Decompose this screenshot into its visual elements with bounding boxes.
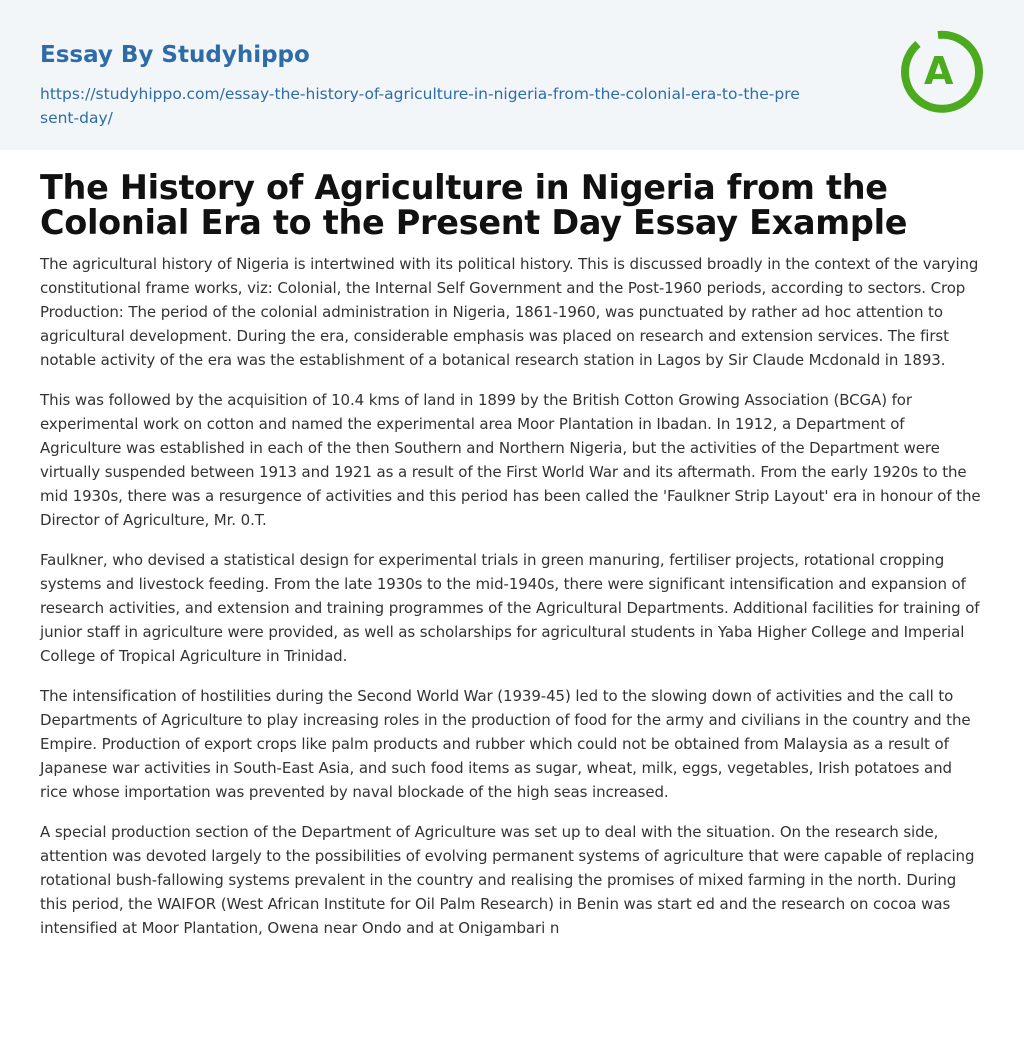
logo-letter: A xyxy=(924,49,954,93)
essay-paragraph: This was followed by the acquisition of 10.4 kms of land in 1899 by the British Cotton Growing Association (BCGA) for experimental work on cotton and named the experimental area Moor Plantation in Ibadan. In 1912, a Department of Agriculture was established in each of the then Southern and Northern Nigeria, but the activities of the Department were virtually suspended between 1913 and 1921 as a result of the First World War and its aftermath. From the early 1920s to the mid 1930s, there was a resurgence of activities and this period has been called the 'Faulkner Strip Layout' era in honour of the Director of Agriculture, Mr. 0.T. xyxy=(40,391,981,529)
essay-paragraph: The intensification of hostilities during the Second World War (1939-45) led to the slowing down of activities and the call to Departments of Agriculture to play increasing roles in the production of food for the army and civilians in the country and the Empire. Production of export crops like palm products and rubber which could not be obtained from Malaysia as a result of Japanese war activities in South-East Asia, and such food items as sugar, wheat, milk, eggs, vegetables, Irish potatoes and rice whose importation was prevented by naval blockade of the high seas increased. xyxy=(40,687,971,801)
essay-url-link[interactable]: https://studyhippo.com/essay-the-history-of-agriculture-in-nigeria-from-the-colonial-era-to-the-present-day/ xyxy=(40,85,800,127)
logo-icon xyxy=(898,28,986,116)
essay-content xyxy=(0,170,1024,940)
essay-paragraph: A special production section of the Department of Agriculture was set up to deal with the situation. On the research side, attention was devoted largely to the possibilities of evolving permanent systems of agriculture that were capable of replacing rotational bush-fallowing systems prevalent in the country and realising the promises of mixed farming in the north. During this period, the WAIFOR (West African Institute for Oil Palm Research) in Benin was start ed and the research on cocoa was intensified at Moor Plantation, Owena near Ondo and at Onigambari n xyxy=(40,823,975,937)
site-title: Essay By Studyhippo xyxy=(40,42,310,68)
site-header xyxy=(0,0,1024,150)
studyhippo-logo[interactable] xyxy=(898,28,986,116)
essay-paragraph: The agricultural history of Nigeria is intertwined with its political history. This is discussed broadly in the context of the varying constitutional frame works, viz: Colonial, the Internal Self Government and the Post-1960 periods, according to sectors. Crop Production: The period of the colonial administration in Nigeria, 1861-1960, was punctuated by rather ad hoc attention to agricultural development. During the era, considerable emphasis was placed on research and extension services. The first notable activity of the era was the establishment of a botanical research station in Lagos by Sir Claude Mcdonald in 1893. xyxy=(40,255,979,369)
essay-title: The History of Agriculture in Nigeria from the Colonial Era to the Present Day Essay Example xyxy=(40,168,908,242)
essay-paragraph: Faulkner, who devised a statistical design for experimental trials in green manuring, fertiliser projects, rotational cropping systems and livestock feeding. From the late 1930s to the mid-1940s, there were significant intensification and expansion of research activities, and extension and training programmes of the Agricultural Departments. Additional facilities for training of junior staff in agriculture were provided, as well as scholarships for agricultural students in Yaba Higher College and Imperial College of Tropical Agriculture in Trinidad. xyxy=(40,551,980,665)
